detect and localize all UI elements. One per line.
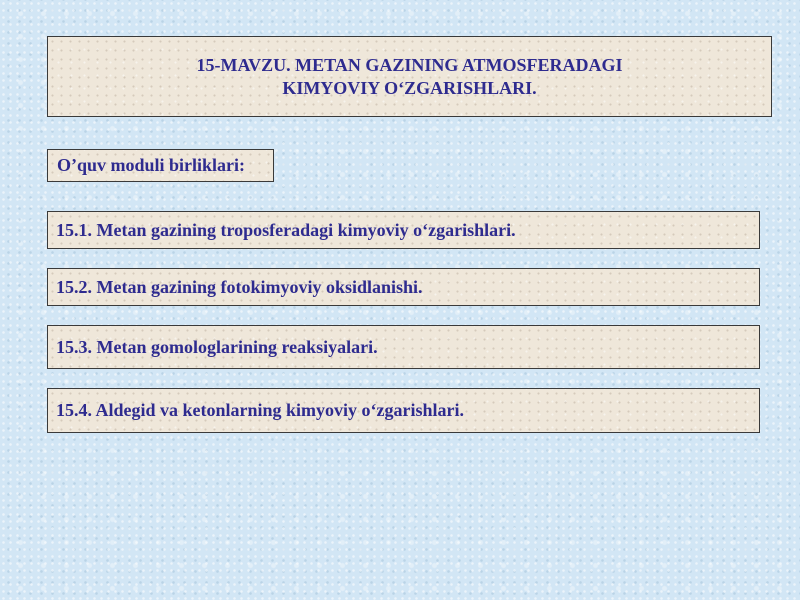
slide-title-line-2: KIMYOVIY O‘ZGARISHLARI.: [282, 77, 537, 98]
module-item-3: [47, 325, 760, 369]
module-item-1: [47, 211, 760, 249]
module-item-4: [47, 388, 760, 433]
module-item-label: 15.3. Metan gomologlarining reaksiyalari.: [56, 336, 378, 357]
module-item-label: 15.4. Aldegid va ketonlarning kimyoviy o‘zgarishlari.: [56, 400, 465, 420]
title-box: [47, 36, 772, 117]
module-item-label: 15.2. Metan gazining fotokimyoviy oksidlanishi.: [56, 276, 423, 297]
module-item-2: [47, 268, 760, 306]
slide-title-line-1: 15-MAVZU. METAN GAZINING ATMOSFERADAGI: [196, 54, 623, 75]
section-label: O’quv moduli birliklari:: [57, 155, 246, 175]
module-item-label: 15.1. Metan gazining troposferadagi kimyoviy o‘zgarishlari.: [56, 219, 516, 240]
section-label-box: [47, 149, 274, 182]
slide-title: [196, 54, 622, 100]
